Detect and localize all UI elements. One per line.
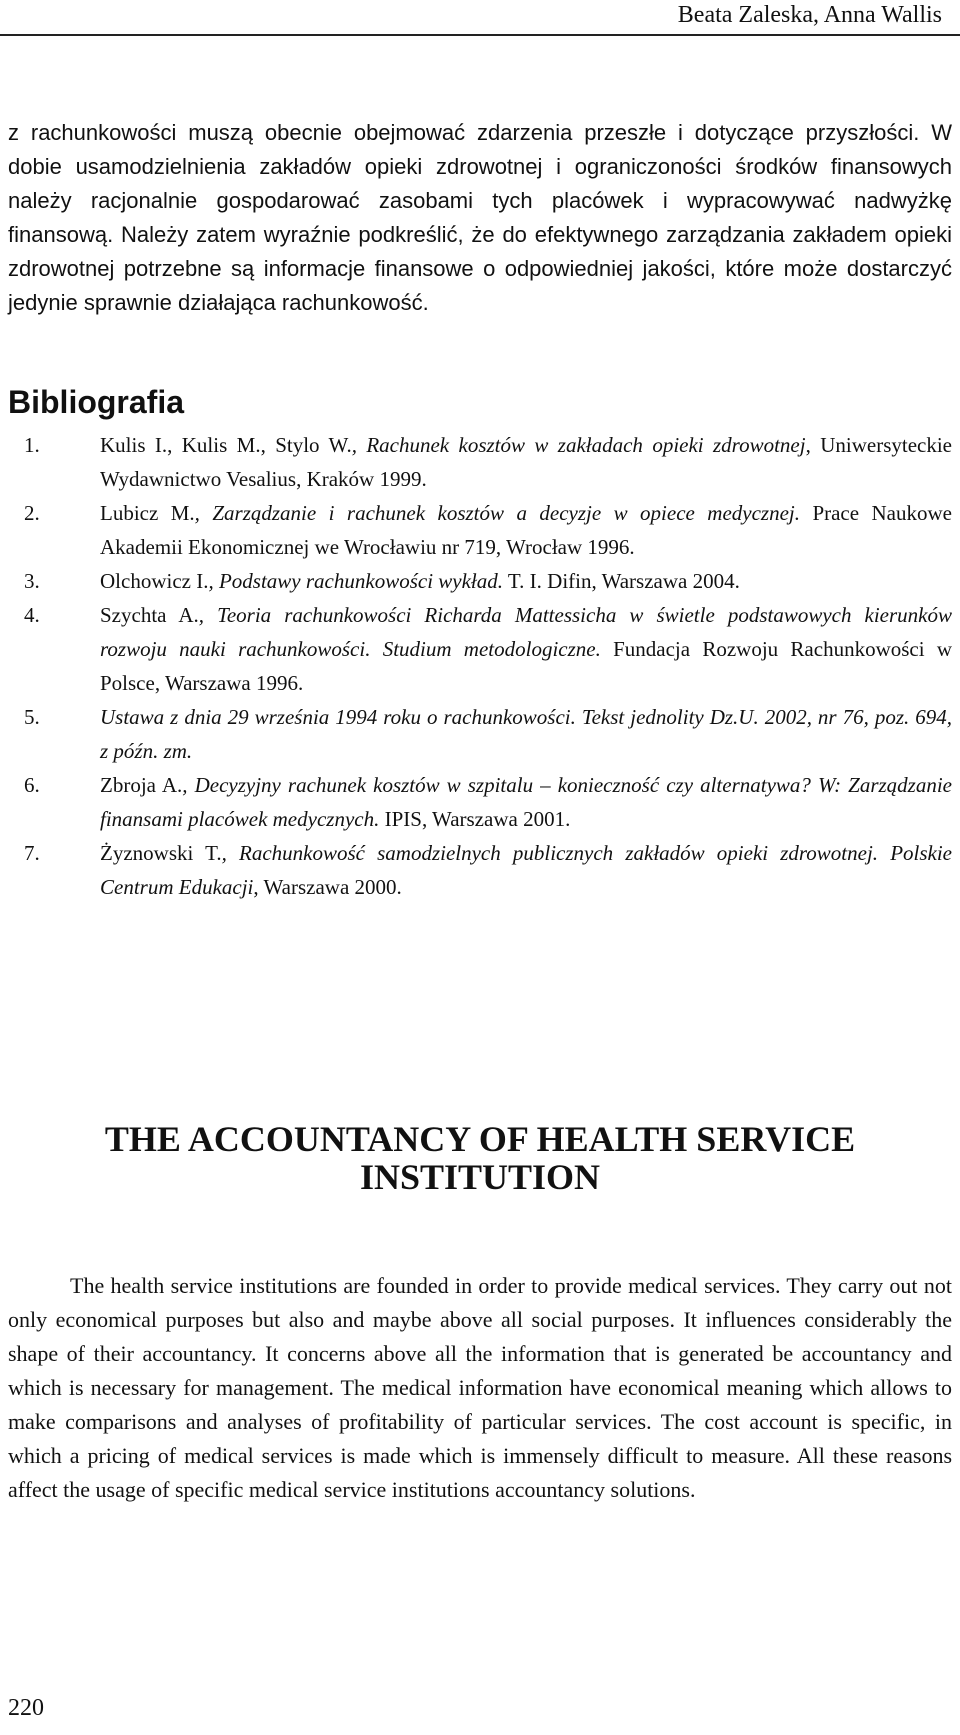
bibliography-text: Zbroja A. (100, 773, 183, 797)
bibliography-text: , Warszawa 2000. (253, 875, 402, 899)
bibliography-title-text: , Zarządzanie i rachunek kosztów a decyzje w opiece medycznej. (194, 501, 800, 525)
bibliography-text: Fundacja Rozwoju Rachunkowości w Polsce, Warszawa 1996. (100, 637, 952, 695)
bibliography-item-number: 1. (24, 433, 40, 457)
bibliography-item-number: 4. (24, 603, 40, 627)
abstract-title-line-1: THE ACCOUNTANCY OF HEALTH SERVICE (104, 1119, 856, 1159)
bibliography-text: Olchowicz I. (100, 569, 209, 593)
bibliography-title-text: , Rachunkowość samodzielnych publicznych zakładów opieki zdrowotnej. Polskie Centrum Edukacji (100, 841, 952, 899)
bibliography-item (8, 768, 952, 836)
bibliography-list (8, 428, 952, 904)
bibliography-heading: Bibliografia (8, 384, 185, 420)
bibliography-item (8, 836, 952, 904)
page-number: 220 (8, 1695, 44, 1721)
bibliography-item-number: 3. (24, 569, 40, 593)
bibliography-item-number: 7. (24, 841, 40, 865)
bibliography-item-number: 6. (24, 773, 40, 797)
bibliography-title-text: , Podstawy rachunkowości wykład. (208, 569, 504, 593)
bibliography-text: Prace Naukowe Akademii Ekonomicznej we Wrocławiu nr 719, Wrocław 1996. (100, 501, 952, 559)
bibliography-item (8, 428, 952, 496)
bibliography-title-text: , Decyzyjny rachunek kosztów w szpitalu – konieczność czy alternatywa? W: Zarządzanie finansami placówek medycznych. (100, 773, 952, 831)
bibliography-text: Szychta A. (100, 603, 199, 627)
bibliography-item (8, 564, 952, 598)
bibliography-text: T. I. Difin, Warszawa 2004. (503, 569, 740, 593)
bibliography-title-text: Ustawa z dnia 29 września 1994 roku o rachunkowości. Tekst jednolity Dz.U. 2002, nr 76, poz. 694, z późn. zm. (100, 705, 952, 763)
bibliography-title-text: , Rachunek kosztów w zakładach opieki zdrowotnej (351, 433, 806, 457)
abstract-title-line-2: INSTITUTION (359, 1157, 601, 1197)
bibliography-text: Żyznowski T. (100, 841, 222, 865)
intro-paragraph: z rachunkowości muszą obecnie obejmować zdarzenia przeszłe i dotyczące przyszłości. W dobie usamodzielnienia zakładów opieki zdrowotnej i ograniczoności środków finansowych należy racjonalnie gospodarować zasobami tych placówek i wypracowywać nadwyżkę finansową. Należy zatem wyraźnie podkreślić, że do efektywnego zarządzania zakładem opieki zdrowotnej potrzebne są informacje finansowe o odpowiedniej jakości, które może dostarczyć jedynie sprawnie działająca rachunkowość. (8, 120, 952, 315)
abstract-title (0, 1120, 960, 1196)
running-head: Beata Zaleska, Anna Wallis (0, 0, 960, 36)
bibliography-item-number: 2. (24, 501, 40, 525)
bibliography-text: Lubicz M. (100, 501, 195, 525)
bibliography-item (8, 598, 952, 700)
abstract-paragraph: The health service institutions are founded in order to provide medical services. They carry out not only economical purposes but also and maybe above all social purposes. It influences considerably the shape of their accountancy. It concerns above all the information that is generated be accountancy and which is necessary for management. The medical information have economical meaning which allows to make comparisons and analyses of profitability of particular services. The cost account is specific, in which a pricing of medical services is made which is immensely difficult to measure. All these reasons affect the usage of specific medical service institutions accountancy solutions. (8, 1273, 952, 1502)
bibliography-item-number: 5. (24, 705, 40, 729)
bibliography-text: , Uniwersyteckie Wydawnictwo Vesalius, Kraków 1999. (100, 433, 952, 491)
bibliography-text: IPIS, Warszawa 2001. (379, 807, 571, 831)
bibliography-item (8, 700, 952, 768)
bibliography-item (8, 496, 952, 564)
bibliography-title-text: , Teoria rachunkowości Richarda Mattessicha w świetle podstawowych kierunków rozwoju nauki rachunkowości. Studium metodologiczne. (100, 603, 953, 661)
bibliography-text: Kulis I., Kulis M., Stylo W. (100, 433, 352, 457)
